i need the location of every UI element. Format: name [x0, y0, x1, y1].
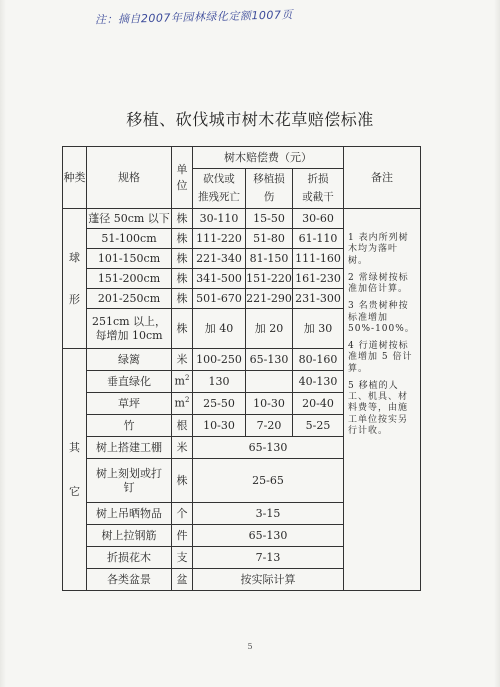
header-unit: [172, 147, 193, 209]
cell-spec: 151-200cm: [87, 269, 172, 289]
cell-transplant: 221-290: [246, 289, 293, 309]
cell-unit: 米: [172, 437, 193, 459]
remark-item: 2 常绿树按标准加倍计算。: [348, 272, 409, 294]
cell-unit: 根: [172, 415, 193, 437]
category-other-char2: 它: [69, 484, 80, 498]
cell-value-merged: 3-15: [193, 503, 344, 525]
cell-spec: 竹: [87, 415, 172, 437]
cell-unit: 株: [172, 459, 193, 503]
header-spec: 规格: [87, 147, 172, 209]
cell-spec: 树上刻划或打钉: [87, 459, 172, 503]
cell-spec: 折损花木: [87, 547, 172, 569]
cell-spec: 蓬径 50cm 以下: [87, 209, 172, 229]
header-fell-line1: 砍伐或: [203, 172, 235, 185]
cell-spec: 树上拉钢筋: [87, 525, 172, 547]
cell-spec: 251cm 以上，每增加 10cm: [87, 309, 172, 349]
cell-transplant: 10-30: [246, 393, 293, 415]
cell-value-merged: 按实际计算: [193, 569, 344, 591]
cell-break: 加 30: [293, 309, 344, 349]
cell-fell: 25-50: [193, 393, 246, 415]
cell-spec: 绿篱: [87, 349, 172, 371]
cell-fell: 111-220: [193, 229, 246, 249]
cell-unit: 盆: [172, 569, 193, 591]
header-transplant-line2: 伤: [263, 191, 275, 203]
unit-base: m: [174, 374, 185, 388]
cell-break: 61-110: [293, 229, 344, 249]
header-break-line2: 或截干: [302, 191, 334, 203]
remark-item: 4 行道树按标准增加 5 倍计算。: [348, 341, 413, 374]
cell-unit: [172, 371, 193, 393]
cell-value-merged: 25-65: [193, 459, 344, 503]
remarks-cell: [344, 209, 421, 591]
header-transplant: [246, 169, 293, 209]
category-ball-char1: 球: [69, 250, 80, 264]
cell-transplant: [246, 371, 293, 393]
cell-unit: [172, 393, 193, 415]
header-fell-line2: 推残死亡: [198, 191, 240, 203]
cell-fell: 加 40: [193, 309, 246, 349]
cell-break: 20-40: [293, 393, 344, 415]
category-ball: [63, 209, 87, 349]
unit-superscript: 2: [184, 396, 190, 405]
cell-unit: 支: [172, 547, 193, 569]
cell-break: 231-300: [293, 289, 344, 309]
cell-value-merged: 7-13: [193, 547, 344, 569]
cell-transplant: 51-80: [246, 229, 293, 249]
cell-spec: 51-100cm: [87, 229, 172, 249]
cell-fell: 130: [193, 371, 246, 393]
cell-fell: 30-110: [193, 209, 246, 229]
cell-spec: 201-250cm: [87, 289, 172, 309]
page-number: 5: [247, 642, 253, 651]
page-title: 移植、砍伐城市树木花草赔偿标准: [126, 110, 374, 129]
compensation-table: [62, 146, 421, 591]
cell-transplant: 81-150: [246, 249, 293, 269]
cell-transplant: 15-50: [246, 209, 293, 229]
cell-fell: 10-30: [193, 415, 246, 437]
cell-unit: 个: [172, 503, 193, 525]
cell-spec: 垂直绿化: [87, 371, 172, 393]
cell-unit: 株: [172, 269, 193, 289]
cell-spec: 101-150cm: [87, 249, 172, 269]
header-category-label: 种类: [63, 170, 86, 184]
category-ball-char2: 形: [69, 292, 80, 306]
cell-break: 80-160: [293, 349, 344, 371]
cell-unit: 株: [172, 309, 193, 349]
cell-fell: 341-500: [193, 269, 246, 289]
cell-fell: 100-250: [193, 349, 246, 371]
cell-value-merged: 65-130: [193, 437, 344, 459]
cell-unit: 株: [172, 209, 193, 229]
cell-transplant: 7-20: [246, 415, 293, 437]
cell-break: 111-160: [293, 249, 344, 269]
remark-item: 1 表内所列树木均为落叶树。: [348, 233, 409, 266]
category-other-char1: 其: [69, 440, 80, 454]
cell-break: 40-130: [293, 371, 344, 393]
header-fell: [193, 169, 246, 209]
header-compensation: 树木赔偿费（元）: [193, 147, 344, 169]
cell-unit: 株: [172, 229, 193, 249]
cell-unit: 株: [172, 249, 193, 269]
cell-fell: 221-340: [193, 249, 246, 269]
cell-break: 5-25: [293, 415, 344, 437]
remark-item: 5 移植的人工、机具、材料费等，由施工单位按实另行计收。: [348, 380, 409, 436]
cell-transplant: 151-220: [246, 269, 293, 289]
header-unit-label: 单位: [176, 162, 188, 192]
header-row-1: [63, 147, 421, 169]
cell-spec: 草坪: [87, 393, 172, 415]
header-break-line1: 折损: [307, 172, 329, 185]
table-row: [63, 209, 421, 229]
cell-break: 161-230: [293, 269, 344, 289]
cell-unit: 件: [172, 525, 193, 547]
category-other: [63, 349, 87, 591]
cell-value-merged: 65-130: [193, 525, 344, 547]
cell-spec: 树上搭建工棚: [87, 437, 172, 459]
unit-base: m: [174, 396, 185, 410]
handwritten-note: 注：摘自2007年园林绿化定额1007页: [94, 8, 294, 27]
header-category: [63, 147, 87, 209]
cell-break: 30-60: [293, 209, 344, 229]
cell-fell: 501-670: [193, 289, 246, 309]
header-remarks: 备注: [344, 147, 421, 209]
remark-item: 3 名贵树种按标准增加50%-100%。: [348, 301, 415, 334]
cell-transplant: 65-130: [246, 349, 293, 371]
cell-unit: 株: [172, 289, 193, 309]
unit-superscript: 2: [184, 374, 190, 383]
cell-unit: 米: [172, 349, 193, 371]
cell-spec: 树上吊晒物品: [87, 503, 172, 525]
header-transplant-line1: 移植损: [253, 172, 285, 185]
header-break: [293, 169, 344, 209]
cell-transplant: 加 20: [246, 309, 293, 349]
cell-spec: 各类盆景: [87, 569, 172, 591]
